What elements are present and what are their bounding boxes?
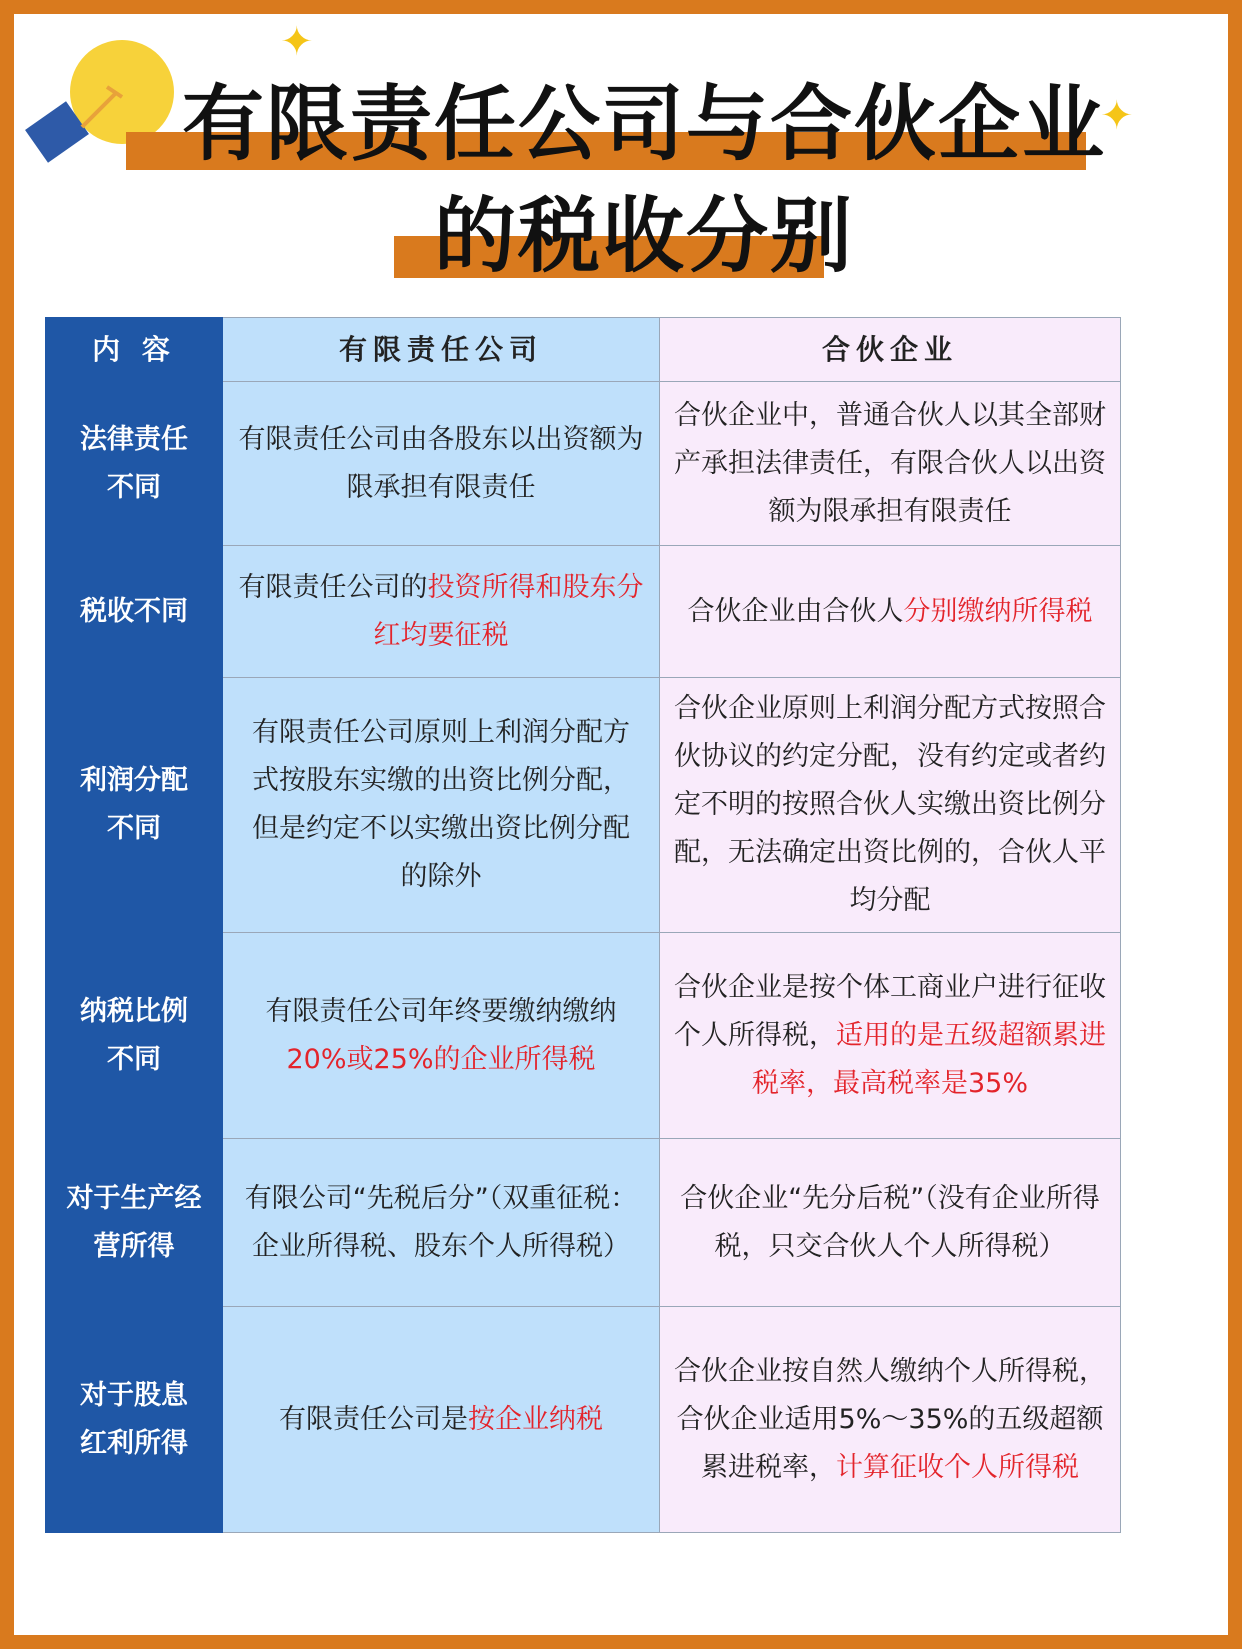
row-label-text: 纳税比例不同 — [80, 995, 188, 1075]
page-title-line1: 有限责任公司与合伙企业 — [181, 77, 1106, 172]
row-label — [46, 933, 223, 1139]
cell-text: 合伙企业按自然人缴纳个人所得税，合伙企业适用5%～35%的五级超额累进税率， — [674, 1355, 1106, 1483]
cell-highlight: 按企业纳税 — [468, 1403, 603, 1435]
partnership-cell — [660, 1307, 1121, 1533]
partnership-cell — [660, 678, 1121, 933]
partnership-cell — [660, 933, 1121, 1139]
llc-cell — [223, 1139, 660, 1307]
partnership-cell — [660, 382, 1121, 546]
cell-text: 有限责任公司的 — [238, 571, 428, 603]
llc-cell — [223, 382, 660, 546]
cell-text: 合伙企业“先分后税”（没有企业所得税，只交合伙人个人所得税） — [680, 1182, 1100, 1262]
row-label — [46, 1139, 223, 1307]
llc-cell — [223, 546, 660, 678]
cell-highlight: 投资所得和股东分红均要征税 — [373, 571, 644, 651]
table-row — [46, 382, 1121, 546]
cell-text: 合伙企业中，普通合伙人以其全部财产承担法律责任，有限合伙人以出资额为限承担有限责任 — [674, 399, 1106, 527]
row-label-text: 法律责任不同 — [80, 423, 188, 503]
sparkle-icon: ✦ — [280, 19, 314, 65]
row-label — [46, 678, 223, 933]
cell-text: 有限公司“先税后分”（双重征税：企业所得税、股东个人所得税） — [244, 1182, 638, 1262]
table-header-row — [46, 318, 1121, 382]
row-label — [46, 546, 223, 678]
llc-cell — [223, 1307, 660, 1533]
row-label — [46, 1307, 223, 1533]
table-row — [46, 1139, 1121, 1307]
page-title-line2: 的税收分别 — [433, 189, 854, 284]
table-row — [46, 678, 1121, 933]
cell-text: 有限责任公司原则上利润分配方式按股东实缴的出资比例分配，但是约定不以实缴出资比例分配的除外 — [252, 717, 630, 892]
header-llc: 有限责任公司 — [223, 318, 660, 382]
cell-highlight: 适用的是五级超额累进税率，最高税率是35% — [751, 1019, 1106, 1099]
comparison-table — [45, 317, 1121, 1533]
header-content: 内 容 — [46, 318, 223, 382]
table-row — [46, 933, 1121, 1139]
cell-text: 合伙企业原则上利润分配方式按照合伙协议的约定分配，没有约定或者约定不明的按照合伙人实缴出资比例分配，无法确定出资比例的，合伙人平均分配 — [674, 693, 1106, 916]
row-label — [46, 382, 223, 546]
llc-cell — [223, 678, 660, 933]
cell-highlight: 20%或25%的企业所得税 — [286, 1043, 596, 1075]
cell-text: 有限责任公司由各股东以出资额为限承担有限责任 — [238, 423, 644, 503]
cell-text: 合伙企业是按个体工商业户进行征收个人所得税， — [674, 971, 1106, 1051]
row-label-text: 利润分配不同 — [80, 765, 188, 844]
cell-highlight: 分别缴纳所得税 — [903, 595, 1093, 627]
header-partnership: 合伙企业 — [660, 318, 1121, 382]
table-row — [46, 1307, 1121, 1533]
row-label-text: 对于股息红利所得 — [80, 1379, 188, 1459]
sparkle-icon: ✦ — [1100, 93, 1134, 139]
table-row — [46, 546, 1121, 678]
cell-text: 有限责任公司是 — [279, 1403, 468, 1435]
cell-text: 合伙企业由合伙人 — [687, 595, 904, 627]
llc-cell — [223, 933, 660, 1139]
cell-text: 有限责任公司年终要缴纳缴纳 — [265, 995, 617, 1027]
row-label-text: 对于生产经营所得 — [66, 1182, 202, 1262]
partnership-cell — [660, 1139, 1121, 1307]
cell-highlight: 计算征收个人所得税 — [836, 1451, 1079, 1483]
row-label-text: 税收不同 — [80, 595, 188, 627]
partnership-cell — [660, 546, 1121, 678]
